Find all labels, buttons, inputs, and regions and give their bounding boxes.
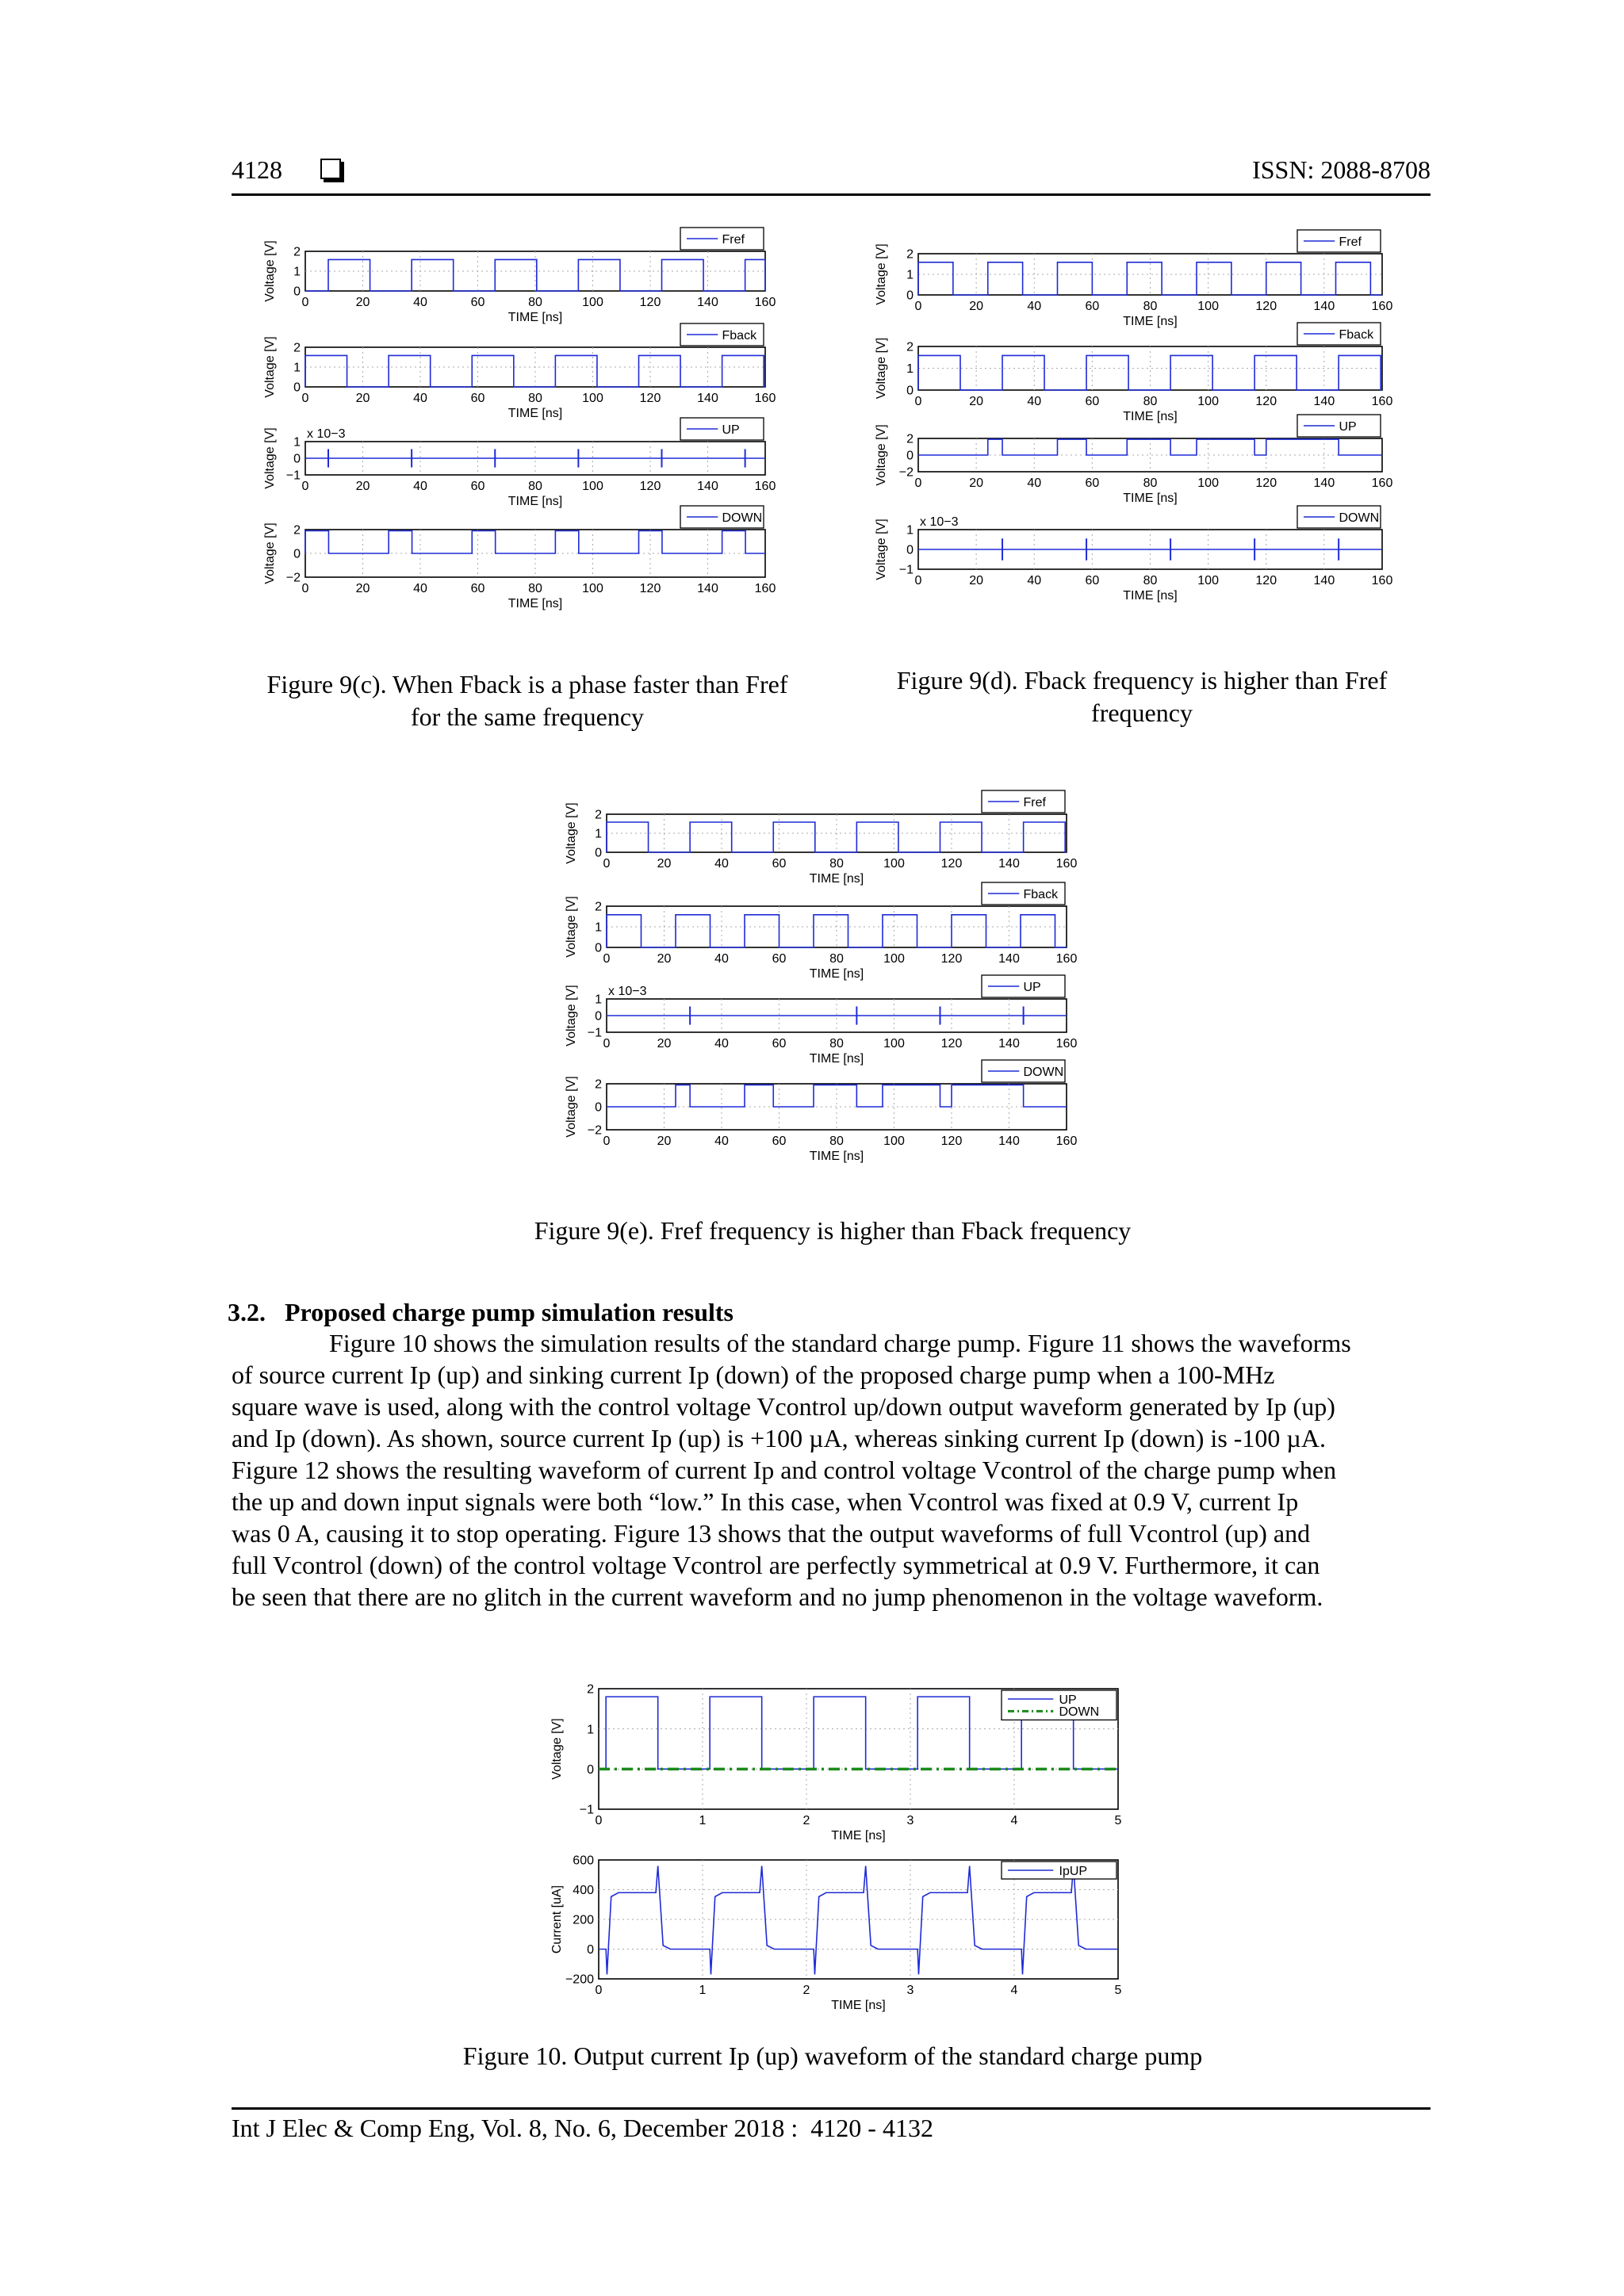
x-axis-label: TIME [ns] bbox=[508, 407, 563, 420]
x-tick-label: 100 bbox=[582, 296, 603, 309]
x-tick-label: 60 bbox=[470, 480, 485, 493]
x-tick-label: 20 bbox=[969, 300, 984, 313]
x-tick-label: 140 bbox=[998, 1135, 1020, 1148]
chart-panel bbox=[565, 790, 1077, 886]
x-tick-label: 160 bbox=[1055, 952, 1078, 966]
y-tick-label: 2 bbox=[587, 1682, 594, 1697]
y-tick-label: 2 bbox=[293, 523, 301, 538]
x-tick-label: 120 bbox=[940, 1037, 963, 1050]
x-tick-label: 0 bbox=[914, 476, 922, 490]
legend-label: DOWN bbox=[722, 511, 763, 525]
legend-label: Fback bbox=[1023, 887, 1059, 901]
x-tick-label: 160 bbox=[754, 392, 776, 405]
x-tick-label: 120 bbox=[639, 392, 661, 405]
x-tick-label: 160 bbox=[1055, 857, 1078, 871]
y-tick-label: −1 bbox=[285, 469, 301, 483]
header-rule bbox=[232, 193, 1431, 196]
x-tick-label: 20 bbox=[969, 395, 984, 408]
chart-panel bbox=[875, 506, 1392, 603]
y-tick-label: 2 bbox=[595, 900, 602, 914]
legend-label: Fback bbox=[722, 328, 757, 342]
x-tick-label: 40 bbox=[1027, 476, 1042, 490]
x-tick-label: 4 bbox=[1010, 1984, 1018, 1997]
y-axis-label: Voltage [V] bbox=[875, 337, 888, 400]
y-tick-label: 0 bbox=[587, 1943, 594, 1957]
y-tick-label: 2 bbox=[293, 245, 301, 259]
x-axis-label: TIME [ns] bbox=[809, 1150, 864, 1163]
x-tick-label: 60 bbox=[772, 1135, 787, 1148]
x-tick-label: 100 bbox=[883, 857, 905, 871]
y-tick-label: 0 bbox=[906, 384, 914, 398]
x-axis-label: TIME [ns] bbox=[508, 597, 563, 610]
x-tick-label: 160 bbox=[1055, 1135, 1078, 1148]
chart-panel bbox=[263, 323, 776, 420]
x-tick-label: 3 bbox=[906, 1814, 914, 1827]
y-tick-label: 0 bbox=[906, 543, 914, 557]
x-axis-label: TIME [ns] bbox=[508, 311, 563, 324]
x-axis-label: TIME [ns] bbox=[831, 1829, 886, 1843]
legend-label: Fback bbox=[1339, 327, 1374, 342]
paragraph-line: the up and down input signals were both “low.” In this case, when Vcontrol was fixed at 0.9 V, current Ip bbox=[232, 1487, 1299, 1516]
x-tick-label: 160 bbox=[1371, 395, 1393, 408]
y-tick-label: 1 bbox=[595, 920, 602, 935]
y-tick-label: 0 bbox=[293, 452, 301, 466]
x-axis-label: TIME [ns] bbox=[831, 1999, 886, 2012]
y-axis-label: Voltage [V] bbox=[263, 240, 277, 302]
x-tick-label: 140 bbox=[998, 857, 1020, 871]
x-tick-label: 20 bbox=[355, 296, 370, 309]
x-tick-label: 100 bbox=[883, 1037, 905, 1050]
x-tick-label: 120 bbox=[940, 857, 963, 871]
y-tick-label: 0 bbox=[906, 449, 914, 463]
x-tick-label: 120 bbox=[1255, 476, 1277, 490]
footer-rule bbox=[232, 2107, 1431, 2110]
x-tick-label: 120 bbox=[940, 1135, 963, 1148]
checkbox-glyph-icon bbox=[320, 159, 341, 179]
y-tick-label: −1 bbox=[587, 1026, 602, 1040]
legend-label: DOWN bbox=[1339, 511, 1380, 525]
axis-exponent: x 10−3 bbox=[307, 427, 346, 441]
x-axis-label: TIME [ns] bbox=[1123, 492, 1178, 505]
x-tick-label: 160 bbox=[754, 480, 776, 493]
x-tick-label: 140 bbox=[1313, 476, 1335, 490]
x-tick-label: 60 bbox=[772, 1037, 787, 1050]
x-axis-label: TIME [ns] bbox=[809, 967, 864, 981]
chart-panel bbox=[263, 228, 776, 324]
x-axis-label: TIME [ns] bbox=[1123, 315, 1178, 328]
x-tick-label: 80 bbox=[528, 392, 542, 405]
x-tick-label: 0 bbox=[301, 392, 309, 405]
x-tick-label: 0 bbox=[301, 296, 309, 309]
y-axis-label: Voltage [V] bbox=[875, 243, 888, 305]
y-axis-label: Current [uA] bbox=[550, 1885, 564, 1954]
y-tick-label: 0 bbox=[587, 1762, 594, 1777]
chart-panel bbox=[550, 1683, 1122, 1843]
legend-label: Fref bbox=[722, 232, 745, 247]
x-tick-label: 0 bbox=[603, 1135, 611, 1148]
y-tick-label: −2 bbox=[587, 1123, 602, 1138]
x-tick-label: 80 bbox=[1143, 476, 1158, 490]
chart-panel bbox=[875, 230, 1392, 328]
plot-frame bbox=[918, 346, 1382, 390]
x-tick-label: 20 bbox=[657, 857, 672, 871]
x-tick-label: 60 bbox=[470, 392, 485, 405]
x-tick-label: 40 bbox=[413, 296, 427, 309]
x-tick-label: 80 bbox=[829, 1135, 844, 1148]
y-tick-label: 1 bbox=[595, 993, 602, 1007]
x-tick-label: 4 bbox=[1010, 1814, 1018, 1827]
section-paragraph bbox=[232, 1327, 1431, 1613]
x-tick-label: 100 bbox=[582, 582, 603, 595]
x-tick-label: 80 bbox=[1143, 574, 1158, 587]
figure-10-caption: Figure 10. Output current Ip (up) waveform of the standard charge pump bbox=[462, 2042, 1203, 2070]
y-tick-label: 1 bbox=[293, 361, 301, 375]
x-tick-label: 0 bbox=[301, 582, 309, 595]
x-tick-label: 40 bbox=[714, 952, 729, 966]
y-tick-label: 2 bbox=[595, 808, 602, 822]
x-tick-label: 20 bbox=[969, 574, 984, 587]
legend-label: Fref bbox=[1023, 795, 1046, 809]
x-tick-label: 0 bbox=[914, 300, 922, 313]
y-tick-label: 1 bbox=[293, 435, 301, 450]
figure-9e-chart bbox=[559, 785, 1106, 1193]
x-tick-label: 0 bbox=[914, 574, 922, 587]
chart-panel bbox=[875, 323, 1392, 423]
y-tick-label: 400 bbox=[573, 1884, 594, 1898]
paragraph-line: Figure 10 shows the simulation results of the standard charge pump. Figure 11 shows the waveforms bbox=[329, 1329, 1351, 1357]
chart-panel bbox=[263, 506, 776, 610]
x-axis-label: TIME [ns] bbox=[809, 872, 864, 886]
chart-panel bbox=[875, 415, 1392, 505]
x-tick-label: 40 bbox=[413, 582, 427, 595]
y-tick-label: 2 bbox=[906, 432, 914, 446]
x-tick-label: 20 bbox=[657, 952, 672, 966]
y-tick-label: −1 bbox=[898, 563, 914, 577]
y-tick-label: −1 bbox=[579, 1803, 594, 1817]
paragraph-line: square wave is used, along with the control voltage Vcontrol up/down output waveform generated by Ip (up) bbox=[232, 1392, 1335, 1421]
figure-9c-chart bbox=[258, 218, 813, 646]
x-tick-label: 160 bbox=[1371, 574, 1393, 587]
x-tick-label: 120 bbox=[940, 952, 963, 966]
x-tick-label: 20 bbox=[657, 1037, 672, 1050]
axis-exponent: x 10−3 bbox=[920, 515, 959, 529]
y-tick-label: 1 bbox=[595, 827, 602, 841]
x-tick-label: 40 bbox=[413, 480, 427, 493]
x-tick-label: 2 bbox=[802, 1814, 810, 1827]
y-tick-label: 2 bbox=[906, 247, 914, 262]
x-tick-label: 80 bbox=[1143, 300, 1158, 313]
page-number: 4128 bbox=[232, 155, 282, 184]
x-axis-label: TIME [ns] bbox=[1123, 589, 1178, 603]
y-axis-label: Voltage [V] bbox=[550, 1718, 564, 1780]
x-tick-label: 120 bbox=[1255, 395, 1277, 408]
y-tick-label: 1 bbox=[906, 268, 914, 282]
x-tick-label: 20 bbox=[657, 1135, 672, 1148]
x-tick-label: 60 bbox=[1085, 476, 1100, 490]
x-tick-label: 60 bbox=[1085, 395, 1100, 408]
x-tick-label: 80 bbox=[528, 582, 542, 595]
x-tick-label: 0 bbox=[595, 1814, 603, 1827]
figure-9e-caption: Figure 9(e). Fref frequency is higher than Fback frequency bbox=[534, 1216, 1132, 1245]
y-tick-label: 1 bbox=[906, 523, 914, 538]
y-tick-label: 0 bbox=[293, 381, 301, 395]
legend-label: UP bbox=[722, 423, 740, 437]
x-tick-label: 0 bbox=[914, 395, 922, 408]
x-tick-label: 160 bbox=[754, 296, 776, 309]
x-tick-label: 140 bbox=[1313, 395, 1335, 408]
x-tick-label: 2 bbox=[802, 1984, 810, 1997]
y-axis-label: Voltage [V] bbox=[263, 336, 277, 398]
x-axis-label: TIME [ns] bbox=[508, 495, 563, 508]
x-tick-label: 20 bbox=[969, 476, 984, 490]
x-tick-label: 40 bbox=[714, 1135, 729, 1148]
chart-panel bbox=[550, 1854, 1122, 2012]
x-tick-label: 140 bbox=[697, 582, 718, 595]
x-tick-label: 0 bbox=[603, 952, 611, 966]
x-tick-label: 140 bbox=[697, 480, 718, 493]
paragraph-line: full Vcontrol (down) of the control voltage Vcontrol are perfectly symmetrical at 0.9 V. Furthermore, it can bbox=[232, 1551, 1320, 1579]
x-tick-label: 20 bbox=[355, 480, 370, 493]
y-tick-label: 0 bbox=[595, 941, 602, 955]
x-tick-label: 80 bbox=[829, 1037, 844, 1050]
legend-label: Fref bbox=[1339, 235, 1362, 249]
legend-label: UP bbox=[1059, 1693, 1077, 1707]
x-tick-label: 40 bbox=[714, 1037, 729, 1050]
y-tick-label: 0 bbox=[595, 1100, 602, 1115]
x-tick-label: 0 bbox=[603, 857, 611, 871]
y-tick-label: 2 bbox=[595, 1077, 602, 1092]
x-tick-label: 140 bbox=[1313, 300, 1335, 313]
paragraph-line: be seen that there are no glitch in the current waveform and no jump phenomenon in the voltage waveform. bbox=[232, 1582, 1323, 1611]
x-tick-label: 120 bbox=[639, 296, 661, 309]
x-tick-label: 140 bbox=[697, 296, 718, 309]
x-tick-label: 100 bbox=[1197, 574, 1219, 587]
x-tick-label: 140 bbox=[998, 1037, 1020, 1050]
x-tick-label: 20 bbox=[355, 582, 370, 595]
paragraph-line: and Ip (down). As shown, source current Ip (up) is +100 µA, whereas sinking current Ip (down) is -100 µA. bbox=[232, 1424, 1326, 1452]
chart-panel bbox=[565, 882, 1077, 981]
x-tick-label: 100 bbox=[1197, 300, 1219, 313]
x-tick-label: 40 bbox=[1027, 300, 1042, 313]
x-tick-label: 1 bbox=[699, 1814, 707, 1827]
axis-exponent: x 10−3 bbox=[608, 985, 647, 998]
y-axis-label: Voltage [V] bbox=[565, 802, 578, 864]
y-axis-label: Voltage [V] bbox=[565, 985, 578, 1047]
x-tick-label: 40 bbox=[1027, 574, 1042, 587]
figure-9d-caption: Figure 9(d). Fback frequency is higher than Fref frequency bbox=[896, 666, 1388, 727]
x-tick-label: 160 bbox=[754, 582, 776, 595]
x-tick-label: 0 bbox=[603, 1037, 611, 1050]
paragraph-line: was 0 A, causing it to stop operating. Figure 13 shows that the output waveforms of full Vcontrol (up) and bbox=[232, 1519, 1311, 1548]
x-tick-label: 1 bbox=[699, 1984, 707, 1997]
x-axis-label: TIME [ns] bbox=[809, 1052, 864, 1066]
y-axis-label: Voltage [V] bbox=[875, 424, 888, 486]
x-tick-label: 0 bbox=[301, 480, 309, 493]
x-tick-label: 40 bbox=[714, 857, 729, 871]
x-tick-label: 100 bbox=[1197, 476, 1219, 490]
y-tick-label: −2 bbox=[285, 571, 301, 585]
figure-10-chart bbox=[539, 1671, 1134, 2020]
footer-citation: Int J Elec & Comp Eng, Vol. 8, No. 6, December 2018 : 4120 - 4132 bbox=[232, 2114, 933, 2142]
y-tick-label: 2 bbox=[293, 341, 301, 355]
x-tick-label: 100 bbox=[883, 952, 905, 966]
figure-9c-caption: Figure 9(c). When Fback is a phase faster than Fref for the same frequency bbox=[266, 670, 788, 731]
y-tick-label: 0 bbox=[293, 547, 301, 561]
x-tick-label: 120 bbox=[639, 480, 661, 493]
x-tick-label: 80 bbox=[1143, 395, 1158, 408]
x-tick-label: 60 bbox=[1085, 574, 1100, 587]
y-tick-label: 2 bbox=[906, 340, 914, 354]
x-tick-label: 60 bbox=[1085, 300, 1100, 313]
legend-label: DOWN bbox=[1059, 1705, 1100, 1720]
y-tick-label: 600 bbox=[573, 1854, 594, 1868]
figure-9d-chart bbox=[872, 222, 1427, 642]
x-tick-label: 60 bbox=[772, 952, 787, 966]
x-tick-label: 60 bbox=[470, 582, 485, 595]
paragraph-line: of source current Ip (up) and sinking current Ip (down) of the proposed charge pump when a 100-MHz bbox=[232, 1360, 1275, 1389]
x-tick-label: 80 bbox=[829, 857, 844, 871]
y-tick-label: 200 bbox=[573, 1913, 594, 1927]
y-tick-label: 0 bbox=[906, 289, 914, 303]
x-tick-label: 40 bbox=[413, 392, 427, 405]
x-tick-label: 5 bbox=[1114, 1984, 1122, 1997]
y-axis-label: Voltage [V] bbox=[263, 427, 277, 489]
y-tick-label: 1 bbox=[587, 1723, 594, 1737]
y-tick-label: 0 bbox=[595, 1009, 602, 1024]
x-tick-label: 40 bbox=[1027, 395, 1042, 408]
legend-label: DOWN bbox=[1023, 1065, 1064, 1079]
x-tick-label: 3 bbox=[906, 1984, 914, 1997]
x-tick-label: 160 bbox=[1371, 300, 1393, 313]
chart-panel bbox=[263, 418, 776, 508]
x-tick-label: 120 bbox=[1255, 300, 1277, 313]
x-axis-label: TIME [ns] bbox=[1123, 410, 1178, 423]
y-tick-label: 1 bbox=[293, 265, 301, 279]
y-axis-label: Voltage [V] bbox=[565, 1076, 578, 1138]
x-tick-label: 0 bbox=[595, 1984, 603, 1997]
x-tick-label: 60 bbox=[470, 296, 485, 309]
chart-panel bbox=[565, 975, 1077, 1066]
x-tick-label: 100 bbox=[582, 480, 603, 493]
paragraph-line: Figure 12 shows the resulting waveform of current Ip and control voltage Vcontrol of the charge pump when bbox=[232, 1456, 1337, 1484]
x-tick-label: 120 bbox=[1255, 574, 1277, 587]
x-tick-label: 20 bbox=[355, 392, 370, 405]
issn: ISSN: 2088-8708 bbox=[1252, 155, 1431, 184]
x-tick-label: 100 bbox=[1197, 395, 1219, 408]
y-tick-label: −2 bbox=[898, 465, 914, 480]
x-tick-label: 100 bbox=[582, 392, 603, 405]
x-tick-label: 140 bbox=[697, 392, 718, 405]
legend-label: UP bbox=[1339, 419, 1357, 434]
y-axis-label: Voltage [V] bbox=[875, 519, 888, 580]
y-tick-label: 0 bbox=[595, 846, 602, 860]
y-tick-label: −200 bbox=[565, 1973, 594, 1987]
x-tick-label: 60 bbox=[772, 857, 787, 871]
section-heading: 3.2. Proposed charge pump simulation results bbox=[228, 1298, 733, 1326]
x-tick-label: 80 bbox=[528, 296, 542, 309]
x-tick-label: 80 bbox=[528, 480, 542, 493]
x-tick-label: 160 bbox=[1055, 1037, 1078, 1050]
x-tick-label: 80 bbox=[829, 952, 844, 966]
x-tick-label: 5 bbox=[1114, 1814, 1122, 1827]
y-axis-label: Voltage [V] bbox=[263, 522, 277, 584]
x-tick-label: 120 bbox=[639, 582, 661, 595]
legend-label: UP bbox=[1023, 980, 1041, 994]
x-tick-label: 140 bbox=[998, 952, 1020, 966]
x-tick-label: 100 bbox=[883, 1135, 905, 1148]
y-tick-label: 0 bbox=[293, 285, 301, 299]
chart-panel bbox=[565, 1060, 1077, 1163]
x-tick-label: 140 bbox=[1313, 574, 1335, 587]
y-axis-label: Voltage [V] bbox=[565, 896, 578, 958]
x-tick-label: 160 bbox=[1371, 476, 1393, 490]
y-tick-label: 1 bbox=[906, 362, 914, 377]
legend-label: IpUP bbox=[1059, 1864, 1088, 1878]
